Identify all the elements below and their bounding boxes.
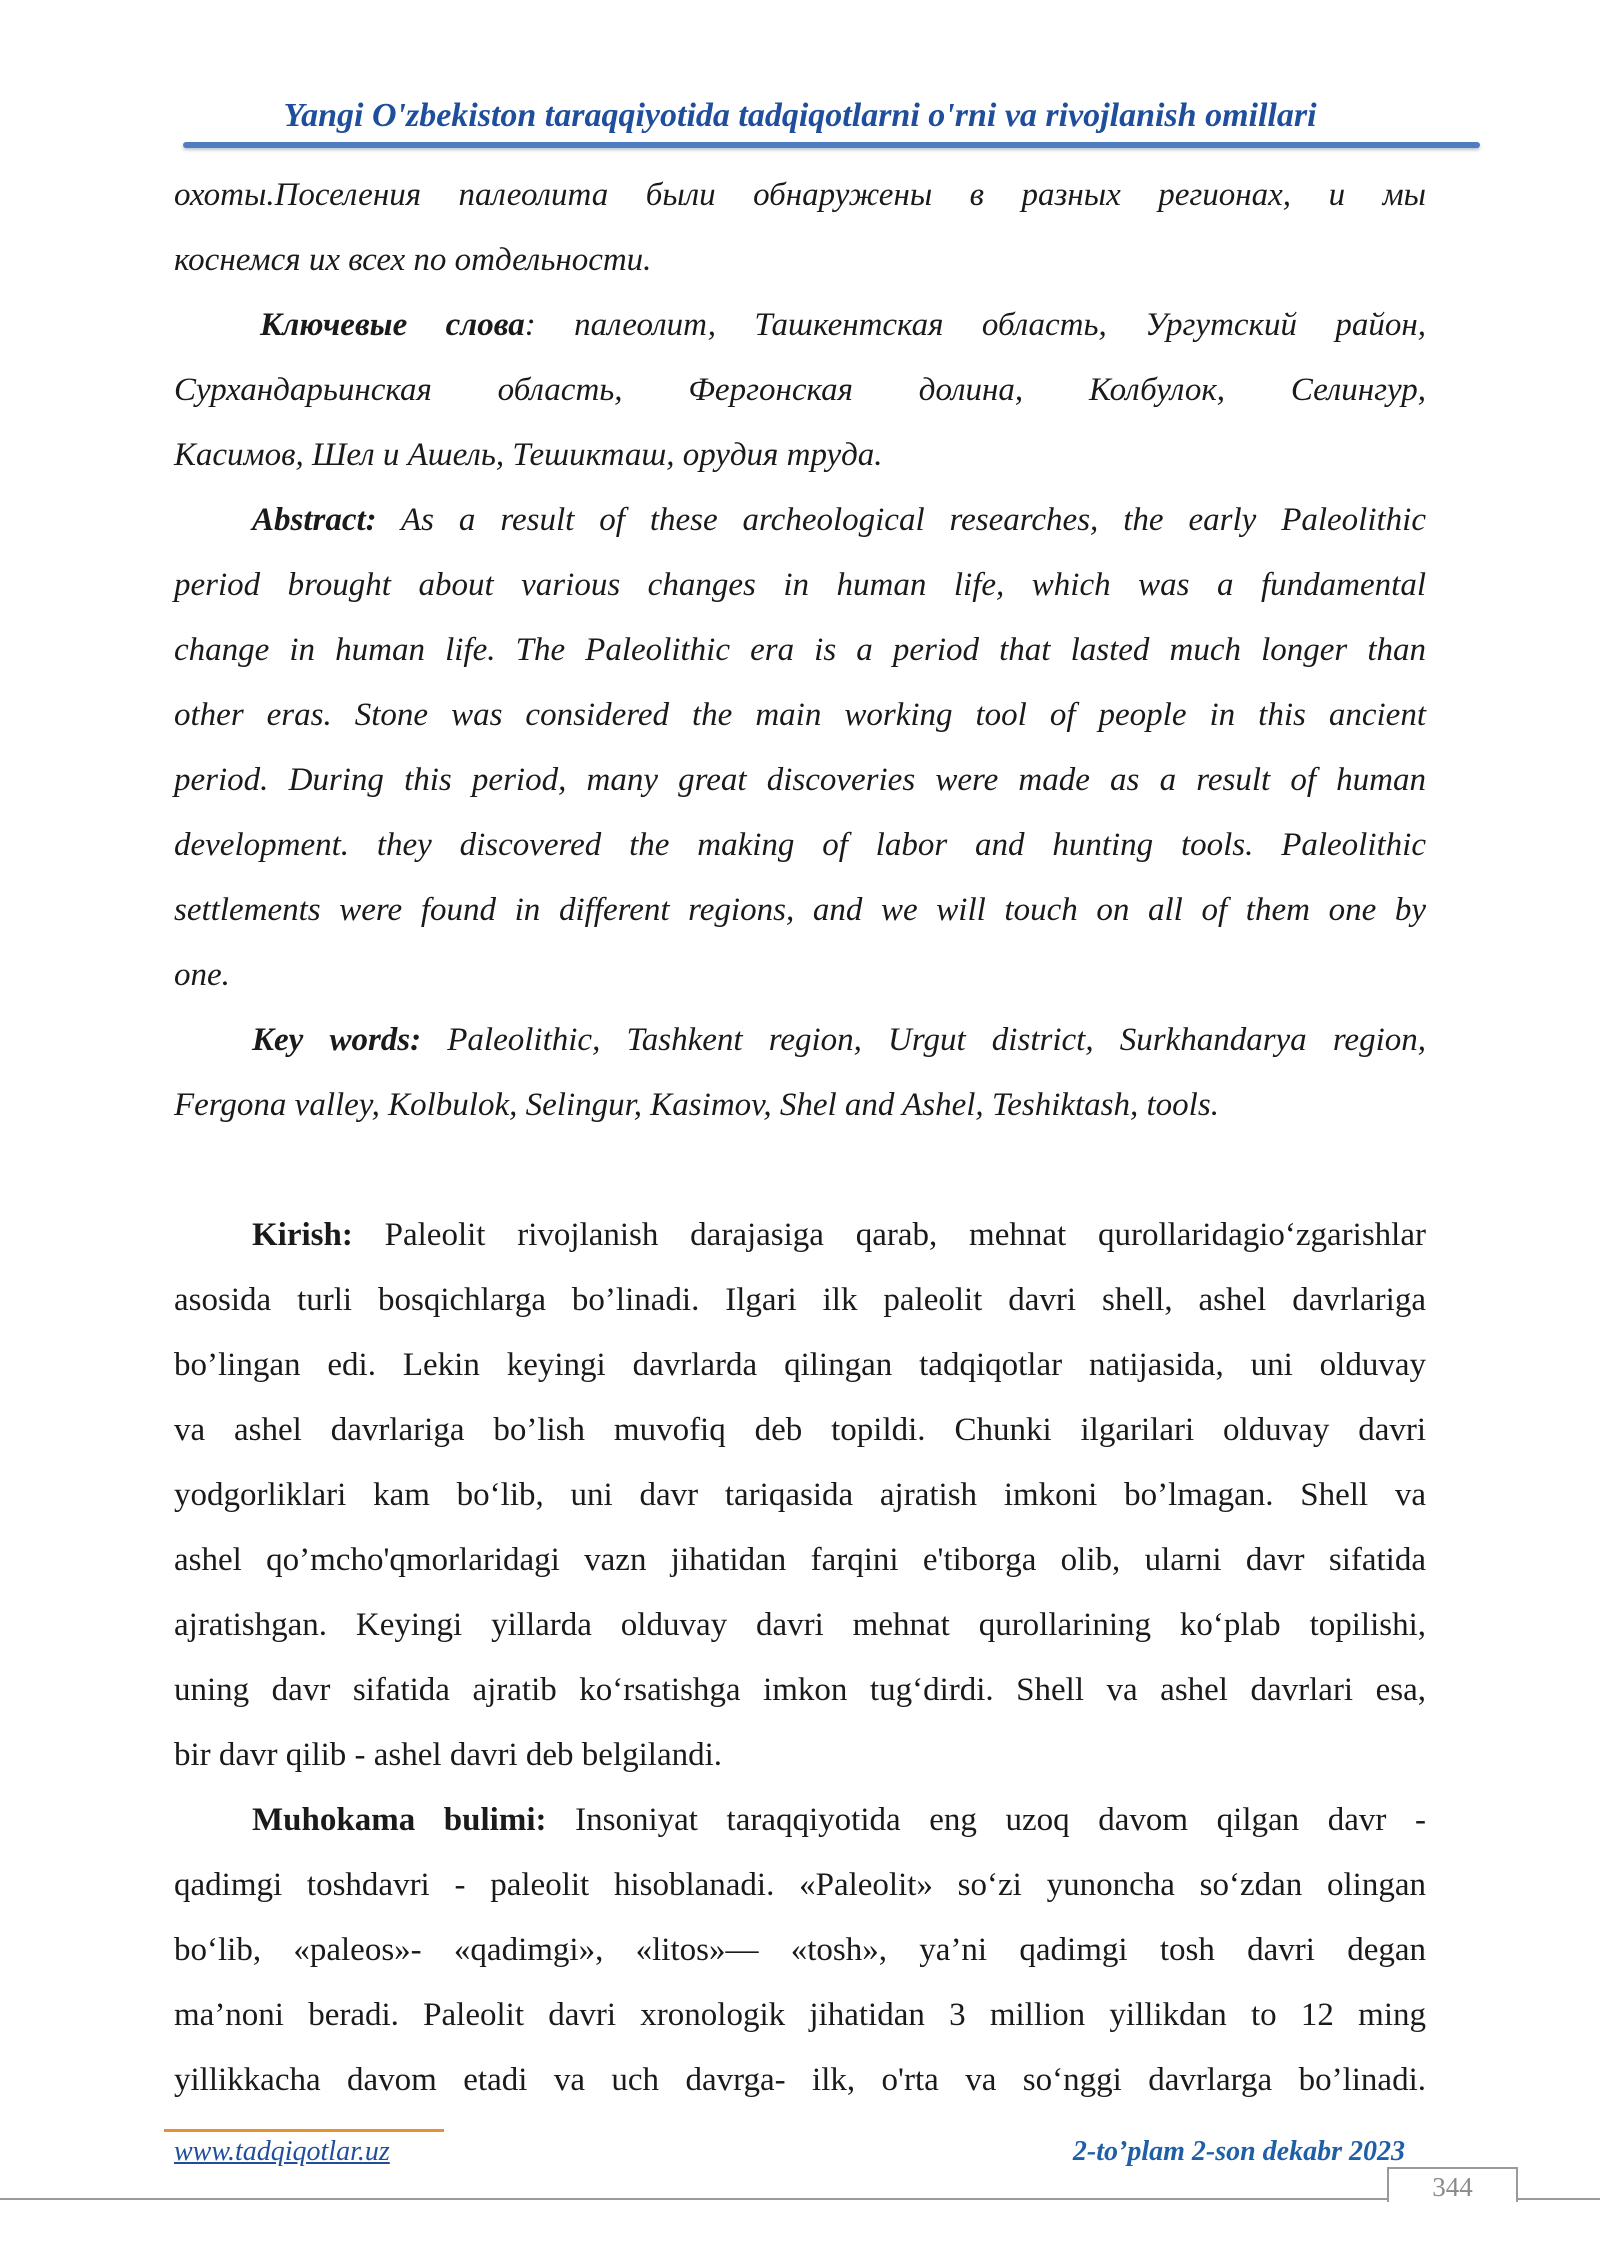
keywords-label: Key words: [252,1022,422,1058]
abstract-line: development. they discovered the making of labor and hunting tools. Paleolithic [174,827,1426,863]
page-bottom-line [0,2198,1600,2200]
abstract-line: settlements were found in different regions, and we will touch on all of them one by [174,892,1426,928]
running-header-title: Yangi O'zbekiston taraqqiyotida tadqiqotlarni o'rni va rivojlanish omillari [283,97,1317,134]
footer-website-link[interactable]: www.tadqiqotlar.uz [174,2136,390,2167]
muhokama-line: bo‘lib, «paleos»- «qadimgi», «litos»— «tosh», ya’ni qadimgi tosh davri degan [174,1932,1426,1968]
ru-keywords-label: Ключевые слова [260,307,525,343]
header-rule [183,142,1480,148]
keywords-line: Key words: Paleolithic, Tashkent region, Urgut district, Surkhandarya region, [252,1022,1427,1058]
muhokama-line: qadimgi toshdavri - paleolit hisoblanadi. «Paleolit» so‘zi yunoncha so‘zdan olingan [174,1867,1426,1903]
muhokama-label: Muhokama bulimi: [252,1802,547,1838]
kirish-line: ajratishgan. Keyingi yillarda olduvay davri mehnat qurollarining ko‘plab topilishi, [174,1607,1426,1643]
page-body [174,163,1426,2113]
abstract-line: period. During this period, many great discoveries were made as a result of human [174,762,1426,798]
section-spacer [174,1138,1426,1203]
kirish-line: ashel qo’mcho'qmorlaridagi vazn jihatidan farqini e'tiborga olib, ularni davr sifatida [174,1542,1426,1578]
kirish-line: Kirish: Paleolit rivojlanish darajasiga qarab, mehnat qurollaridagio‘zgarishlar [252,1217,1426,1253]
muhokama-line: Muhokama bulimi: Insoniyat taraqqiyotida eng uzoq davom qilgan davr - [252,1802,1426,1838]
abstract-line: period brought about various changes in human life, which was a fundamental [174,567,1426,603]
muhokama-line: ma’noni beradi. Paleolit davri xronologik jihatidan 3 million yillikdan to 12 ming [174,1997,1426,2033]
kirish-label: Kirish: [252,1217,353,1253]
footer-issue-info: 2-to’plam 2-son dekabr 2023 [1072,2136,1405,2167]
kirish-line: va ashel davrlariga bo’lish muvofiq deb topildi. Chunki ilgarilari olduvay davri [174,1412,1426,1448]
kirish-line: uning davr sifatida ajratib ko‘rsatishga imkon tug‘dirdi. Shell va ashel davrlari esa, [174,1672,1426,1708]
ru-keywords-line: Ключевые слова: палеолит, Ташкентская область, Ургутский район, [260,307,1426,343]
kirish-line: bo’lingan edi. Lekin keyingi davrlarda qilingan tadqiqotlar natijasida, uni olduvay [174,1347,1426,1383]
keywords-line: Fergona valley, Kolbulok, Selingur, Kasimov, Shel and Ashel, Teshiktash, tools. [174,1087,1219,1123]
abstract-line: change in human life. The Paleolithic era is a period that lasted much longer than [174,632,1426,668]
page-number: 344 [1387,2167,1518,2202]
abstract-line: Abstract: As a result of these archeological researches, the early Paleolithic [252,502,1426,538]
muhokama-line: yillikkacha davom etadi va uch davrga- ilk, o'rta va so‘nggi davrlarga bo’linadi. [174,2062,1426,2098]
ru-keywords-line: Касимов, Шел и Ашель, Тешикташ, орудия труда. [174,437,883,473]
abstract-line: one. [174,957,230,993]
kirish-line: yodgorliklari kam bo‘lib, uni davr tariqasida ajratish imkoni bo’lmagan. Shell va [174,1477,1426,1513]
kirish-line: bir davr qilib - ashel davri deb belgilandi. [174,1737,723,1773]
ru-abstract-line: охоты.Поселения палеолита были обнаружены в разных регионах, и мы [174,177,1426,213]
ru-keywords-line: Сурхандарьинская область, Фергонская долина, Колбулок, Селингур, [174,372,1426,408]
ru-abstract-line: коснемся их всех по отдельности. [174,242,652,278]
abstract-label: Abstract: [252,502,377,538]
abstract-line: other eras. Stone was considered the main working tool of people in this ancient [174,697,1426,733]
kirish-line: asosida turli bosqichlarga bo’linadi. Ilgari ilk paleolit davri shell, ashel davrlariga [174,1282,1426,1318]
footer-rule [164,2129,444,2132]
